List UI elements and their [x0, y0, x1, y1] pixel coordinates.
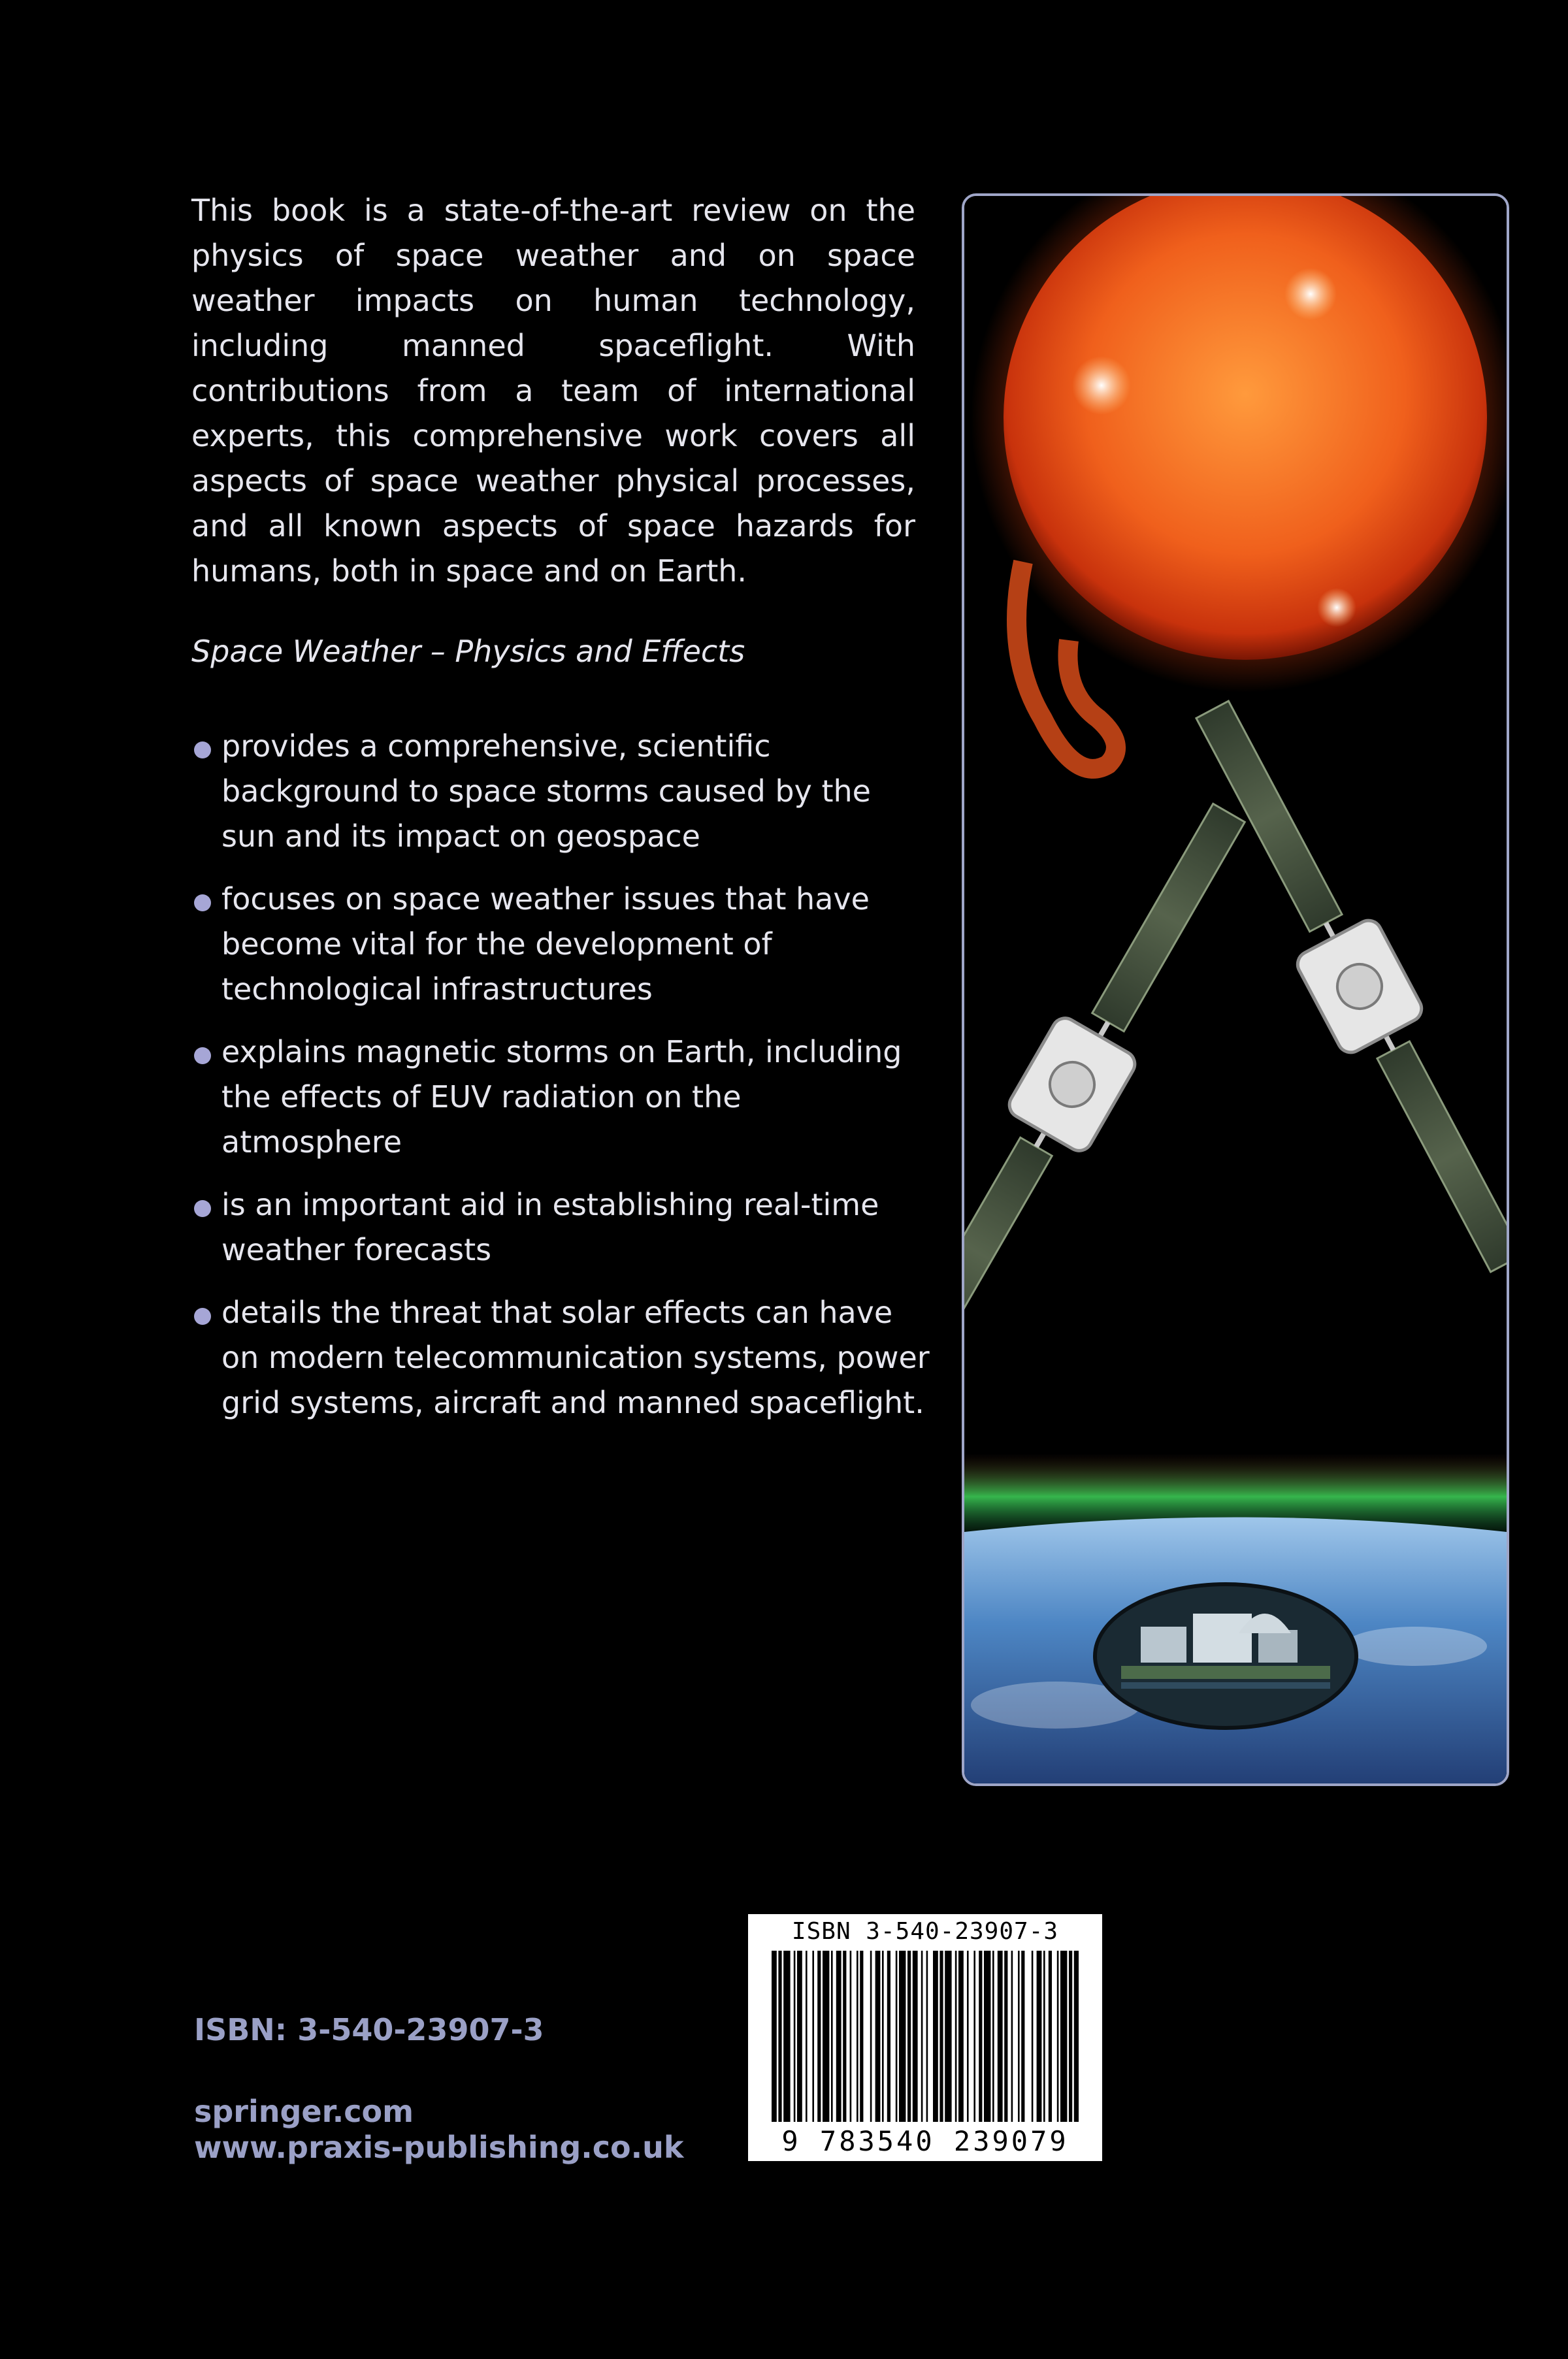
- city-inset-icon: [1095, 1584, 1356, 1728]
- isbn-text: ISBN: 3-540-23907-3: [194, 2012, 544, 2047]
- list-item: [191, 1030, 930, 1165]
- list-item-text: explains magnetic storms on Earth, including the effects of EUV radiation on the atmosphere: [221, 1034, 902, 1160]
- sun-icon: [1004, 196, 1487, 660]
- list-item: [191, 1182, 930, 1273]
- barcode: [748, 1914, 1102, 2161]
- list-item: [191, 724, 930, 859]
- feature-list: [191, 724, 930, 1443]
- space-weather-illustration: [964, 196, 1507, 1783]
- solar-flare-icon: [1317, 588, 1356, 627]
- bullet-icon: [194, 741, 211, 758]
- book-subtitle: Space Weather – Physics and Effects: [191, 634, 745, 669]
- barcode-isbn-label: ISBN 3-540-23907-3: [791, 1918, 1059, 1945]
- list-item-text: focuses on space weather issues that have become vital for the development of technological infrastructures: [221, 881, 870, 1007]
- solar-flare-icon: [1284, 268, 1337, 320]
- bullet-icon: [194, 1200, 211, 1217]
- description-paragraph: This book is a state-of-the-art review on the physics of space weather and on space weather impacts on human technology, including manned spaceflight. With contributions from a team of international experts, this comprehensive work covers all aspects of space weather physical processes, and all known aspects of space hazards for humans, both in space and on Earth.: [191, 193, 915, 589]
- bullet-icon: [194, 1047, 211, 1064]
- springer-link[interactable]: springer.com: [194, 2094, 414, 2129]
- barcode-number: 9 783540 239079: [781, 2125, 1069, 2157]
- solar-flare-icon: [1072, 356, 1131, 415]
- barcode-bars: [748, 1914, 1102, 2161]
- bullet-icon: [194, 894, 211, 911]
- cover-illustration: [962, 193, 1509, 1786]
- praxis-link[interactable]: www.praxis-publishing.co.uk: [194, 2130, 684, 2165]
- list-item: [191, 1290, 930, 1425]
- list-item-text: details the threat that solar effects can have on modern telecommunication systems, power grid systems, aircraft and manned spaceflight.: [221, 1295, 930, 1420]
- list-item-text: is an important aid in establishing real-time weather forecasts: [221, 1187, 879, 1267]
- list-item: [191, 877, 930, 1012]
- list-item-text: provides a comprehensive, scientific background to space storms caused by the sun and its impact on geospace: [221, 728, 871, 854]
- bullet-icon: [194, 1308, 211, 1325]
